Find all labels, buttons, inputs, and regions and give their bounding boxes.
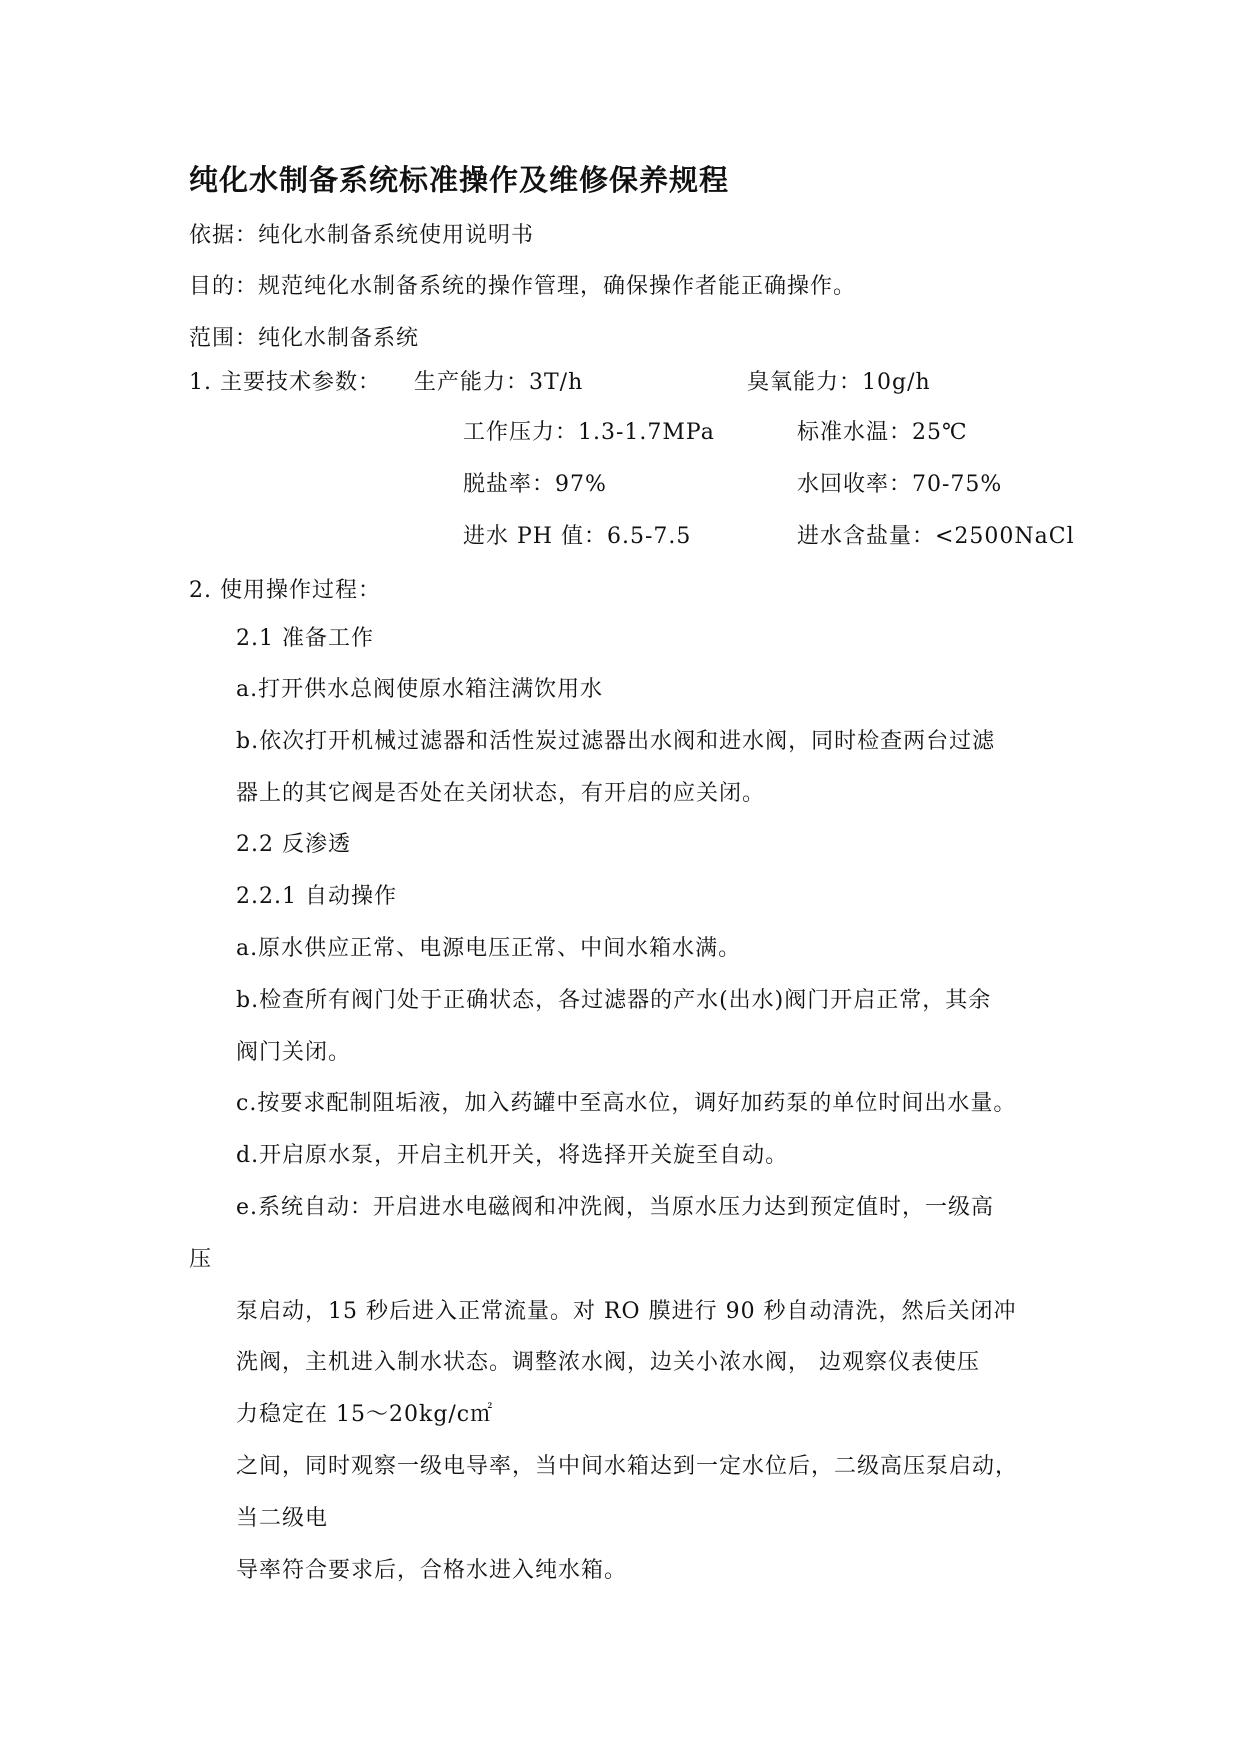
param-salt: 进水含盐量：<2500NaCl <box>797 524 1075 549</box>
auto-item-c: c.按要求配制阻垢液，加入药罐中至高水位，调好加药泵的单位时间出水量。 <box>236 1091 1017 1116</box>
purpose-line: 目的：规范纯化水制备系统的操作管理，确保操作者能正确操作。 <box>189 274 857 299</box>
auto-item-e-line7: 当二级电 <box>236 1506 329 1531</box>
section2-heading: 2. 使用操作过程： <box>189 578 381 603</box>
scope-line: 范围：纯化水制备系统 <box>189 326 420 351</box>
auto-item-e-line4: 洗阀，主机进入制水状态。调整浓水阀，边关小浓水阀， 边观察仪表使压 <box>236 1350 980 1375</box>
auto-item-e-line2: 压 <box>189 1247 213 1272</box>
param-ozone: 臭氧能力：10g/h <box>747 370 931 395</box>
auto-item-e-line8: 导率符合要求后，合格水进入纯水箱。 <box>236 1558 628 1583</box>
auto-item-e-line6: 之间，同时观察一级电导率，当中间水箱达到一定水位后，二级高压泵启动， <box>236 1454 1019 1479</box>
auto-item-b-line1: b.检查所有阀门处于正确状态，各过滤器的产水(出水)阀门开启正常，其余 <box>236 988 992 1013</box>
auto-item-b-line2: 阀门关闭。 <box>236 1040 352 1065</box>
param-desalination: 脱盐率：97% <box>463 472 607 497</box>
basis-line: 依据：纯化水制备系统使用说明书 <box>189 223 535 248</box>
param-recovery: 水回收率：70-75% <box>797 472 1003 497</box>
param-pressure: 工作压力：1.3-1.7MPa <box>463 420 715 445</box>
document-title: 纯化水制备系统标准操作及维修保养规程 <box>189 163 730 197</box>
prep-item-a: a.打开供水总阀使原水箱注满饮用水 <box>236 677 604 702</box>
prep-item-b-line2: 器上的其它阀是否处在关闭状态，有开启的应关闭。 <box>236 781 766 806</box>
auto-item-e-line3: 泵启动，15 秒后进入正常流量。对 RO 膜进行 90 秒自动清洗，然后关闭冲 <box>236 1299 1017 1324</box>
auto-item-a: a.原水供应正常、电源电压正常、中间水箱水满。 <box>236 936 742 961</box>
ro-heading: 2.2 反渗透 <box>236 832 351 857</box>
param-water-temp: 标准水温：25℃ <box>797 420 968 445</box>
param-ph: 进水 PH 值：6.5-7.5 <box>463 524 692 549</box>
section1-heading: 1. 主要技术参数： <box>189 370 381 395</box>
auto-heading: 2.2.1 自动操作 <box>236 884 397 909</box>
param-capacity: 生产能力：3T/h <box>414 370 584 395</box>
auto-item-e-line1: e.系统自动：开启进水电磁阀和冲洗阀，当原水压力达到预定值时，一级高 <box>236 1195 995 1220</box>
prep-heading: 2.1 准备工作 <box>236 626 374 651</box>
auto-item-e-line5: 力稳定在 15～20kg/c㎡ <box>236 1402 494 1427</box>
prep-item-b-line1: b.依次打开机械过滤器和活性炭过滤器出水阀和进水阀，同时检查两台过滤 <box>236 729 996 754</box>
auto-item-d: d.开启原水泵，开启主机开关，将选择开关旋至自动。 <box>236 1143 789 1168</box>
